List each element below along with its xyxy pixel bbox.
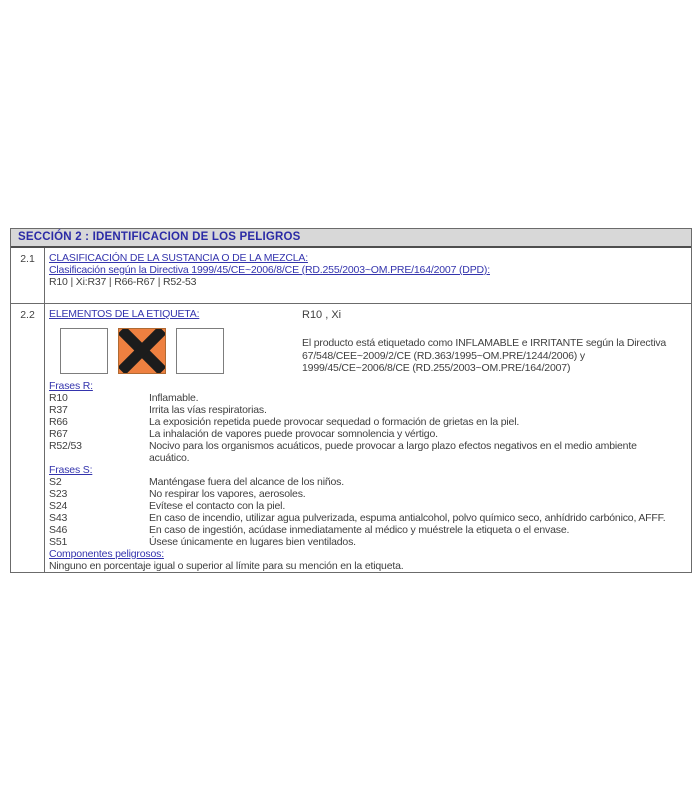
frase-code: R10 bbox=[49, 392, 68, 404]
section-title: SECCIÓN 2 : IDENTIFICACION DE LOS PELIGROS bbox=[18, 231, 301, 243]
frase-s-row bbox=[49, 476, 691, 488]
frase-code: S43 bbox=[49, 512, 68, 524]
row-2-1 bbox=[11, 248, 691, 304]
row-2-2-content bbox=[45, 304, 691, 572]
section-2-hazards-table bbox=[10, 228, 692, 573]
risk-summary: R10 , Xi bbox=[302, 309, 342, 321]
labelling-paragraph bbox=[302, 337, 666, 375]
frase-text: Úsese únicamente en lugares bien ventilados. bbox=[149, 536, 356, 548]
hazardous-components-heading: Componentes peligrosos: bbox=[49, 548, 164, 560]
directive-line: Clasificación según la Directiva 1999/45/CE~2006/8/CE (RD.255/2003~OM.PRE/164/2007 (DPD): bbox=[49, 264, 490, 276]
frase-text: Inflamable. bbox=[149, 392, 199, 404]
frase-text bbox=[149, 440, 691, 464]
classification-heading: CLASIFICACIÓN DE LA SUSTANCIA O DE LA MEZCLA: bbox=[49, 252, 308, 264]
label-elements-heading: ELEMENTOS DE LA ETIQUETA: bbox=[49, 308, 200, 320]
frase-text: La exposición repetida puede provocar sequedad o formación de grietas en la piel. bbox=[149, 416, 520, 428]
irritant-cross-icon bbox=[118, 328, 166, 374]
frase-s-row bbox=[49, 500, 691, 512]
frase-r-row bbox=[49, 404, 691, 416]
risk-codes-line: R10 | Xi:R37 | R66-R67 | R52-53 bbox=[49, 276, 197, 288]
labelling-line-1: El producto está etiquetado como INFLAMABLE e IRRITANTE según la Directiva bbox=[302, 337, 667, 349]
frase-code: R52/53 bbox=[49, 440, 82, 452]
frase-text: La inhalación de vapores puede provocar somnolencia y vértigo. bbox=[149, 428, 438, 440]
frase-text: En caso de ingestión, acúdase inmediatamente al médico y muéstrele la etiqueta o el envase. bbox=[149, 524, 570, 536]
row-2-1-number: 2.1 bbox=[11, 248, 45, 303]
labelling-line-3: 1999/45/CE~2006/8/CE (RD.255/2003~OM.PRE/164/2007) bbox=[302, 362, 571, 374]
row-2-2 bbox=[11, 304, 691, 572]
frase-code: S23 bbox=[49, 488, 68, 500]
frase-text-line-2: acuático. bbox=[149, 452, 190, 464]
frase-s-row bbox=[49, 524, 691, 536]
frase-r-row bbox=[49, 416, 691, 428]
frase-code: R67 bbox=[49, 428, 68, 440]
frase-r-row bbox=[49, 428, 691, 440]
frases-s-heading: Frases S: bbox=[49, 464, 93, 476]
row-2-2-number: 2.2 bbox=[11, 304, 45, 572]
frase-text: Irrita las vías respiratorias. bbox=[149, 404, 267, 416]
frase-code: R66 bbox=[49, 416, 68, 428]
row-2-1-content bbox=[45, 248, 691, 303]
hazardous-components-text: Ninguno en porcentaje igual o superior al límite para su mención en la etiqueta. bbox=[49, 560, 404, 572]
frase-code: S51 bbox=[49, 536, 68, 548]
frase-code: S24 bbox=[49, 500, 68, 512]
frase-text: Evítese el contacto con la piel. bbox=[149, 500, 286, 512]
frase-text-line-1: Nocivo para los organismos acuáticos, puede provocar a largo plazo efectos negativos en el medio ambiente bbox=[149, 440, 637, 452]
frase-code: S46 bbox=[49, 524, 68, 536]
frase-code: S2 bbox=[49, 476, 62, 488]
frase-text: En caso de incendio, utilizar agua pulverizada, espuma antialcohol, polvo químico seco, anhídrido carbónico, AFFF. bbox=[149, 512, 666, 524]
labelling-line-2: 67/548/CEE~2009/2/CE (RD.363/1995~OM.PRE/1244/2006) y bbox=[302, 349, 585, 362]
frase-s-row bbox=[49, 512, 691, 524]
frases-r-heading: Frases R: bbox=[49, 380, 93, 392]
frase-text: No respirar los vapores, aerosoles. bbox=[149, 488, 306, 500]
frase-s-row bbox=[49, 488, 691, 500]
pictogram-box-empty-right bbox=[176, 328, 224, 374]
frase-code: R37 bbox=[49, 404, 68, 416]
pictogram-box-empty-left bbox=[60, 328, 108, 374]
frase-text: Manténgase fuera del alcance de los niños. bbox=[149, 476, 344, 488]
section-header-band bbox=[11, 229, 691, 248]
frase-r-row bbox=[49, 440, 691, 464]
frase-r-row bbox=[49, 392, 691, 404]
frase-s-row bbox=[49, 536, 691, 548]
